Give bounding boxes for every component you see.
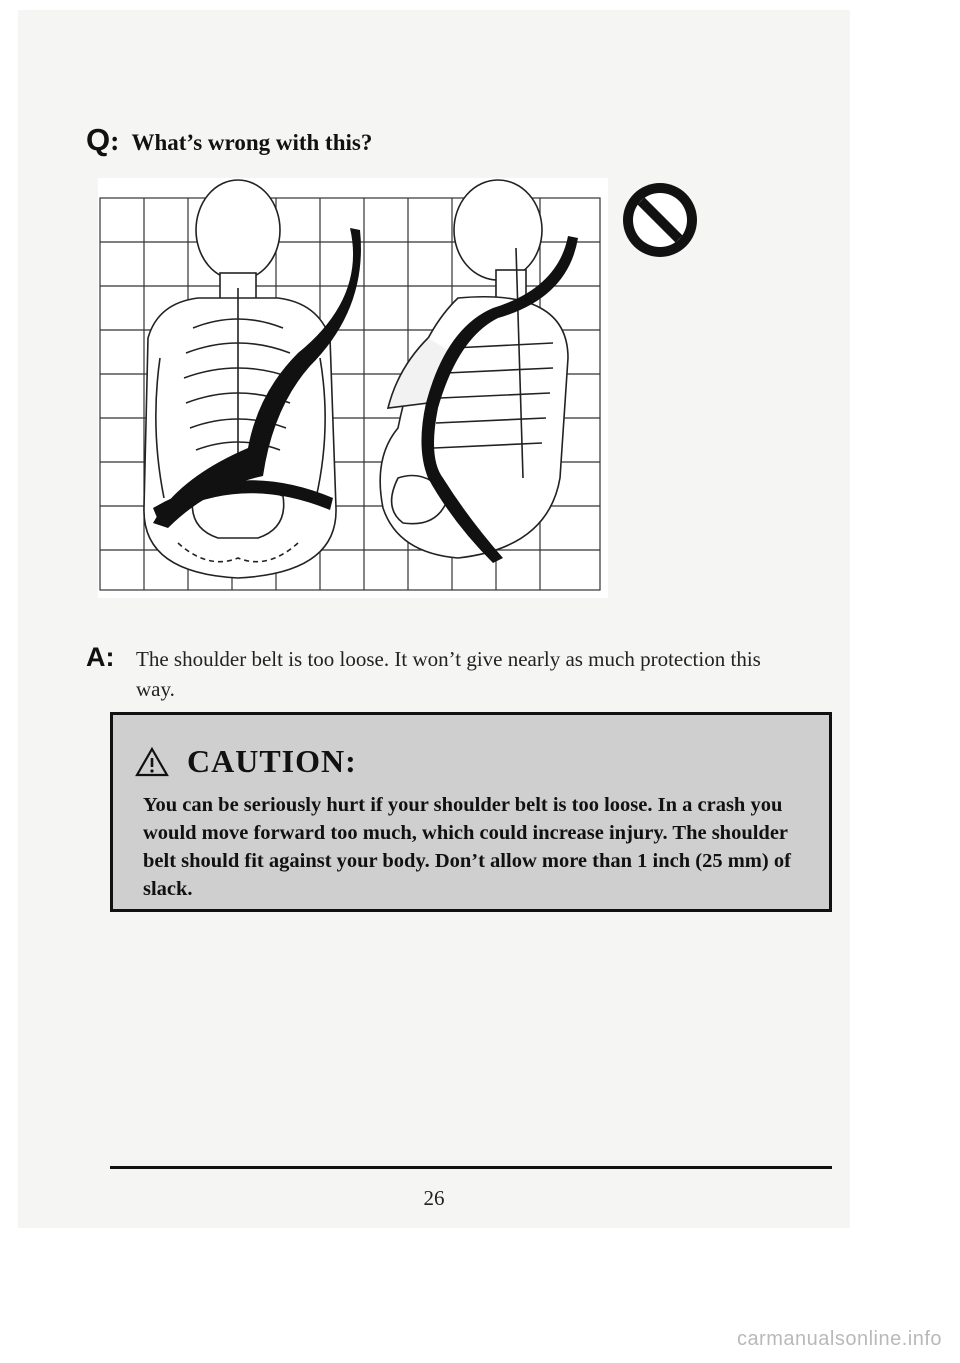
- watermark: carmanualsonline.info: [736, 1328, 942, 1350]
- manual-page: [18, 10, 850, 1228]
- question-text: What’s wrong with this?: [131, 130, 373, 155]
- question-row: [86, 122, 372, 158]
- question-colon: :: [110, 126, 120, 157]
- question-letter: Q: [86, 122, 111, 157]
- warning-triangle-icon: [135, 747, 169, 777]
- seatbelt-skeleton-illustration: [98, 178, 608, 598]
- caution-title: CAUTION:: [187, 743, 357, 779]
- caution-heading: [135, 743, 357, 780]
- prohibited-icon: [618, 178, 702, 262]
- answer-letter: A:: [86, 642, 115, 672]
- page-number: 26: [423, 1186, 445, 1210]
- footer-rule: [110, 1166, 832, 1169]
- answer-text: The shoulder belt is too loose. It won’t give nearly as much protection this way.: [136, 647, 761, 701]
- caution-body: You can be seriously hurt if your shoulder belt is too loose. In a crash you would move forward too much, which could increase injury. The shoulder belt should fit against your body. Don’t allow more than 1 inch (25 mm) of slack.: [143, 794, 791, 900]
- caution-box: [110, 712, 832, 912]
